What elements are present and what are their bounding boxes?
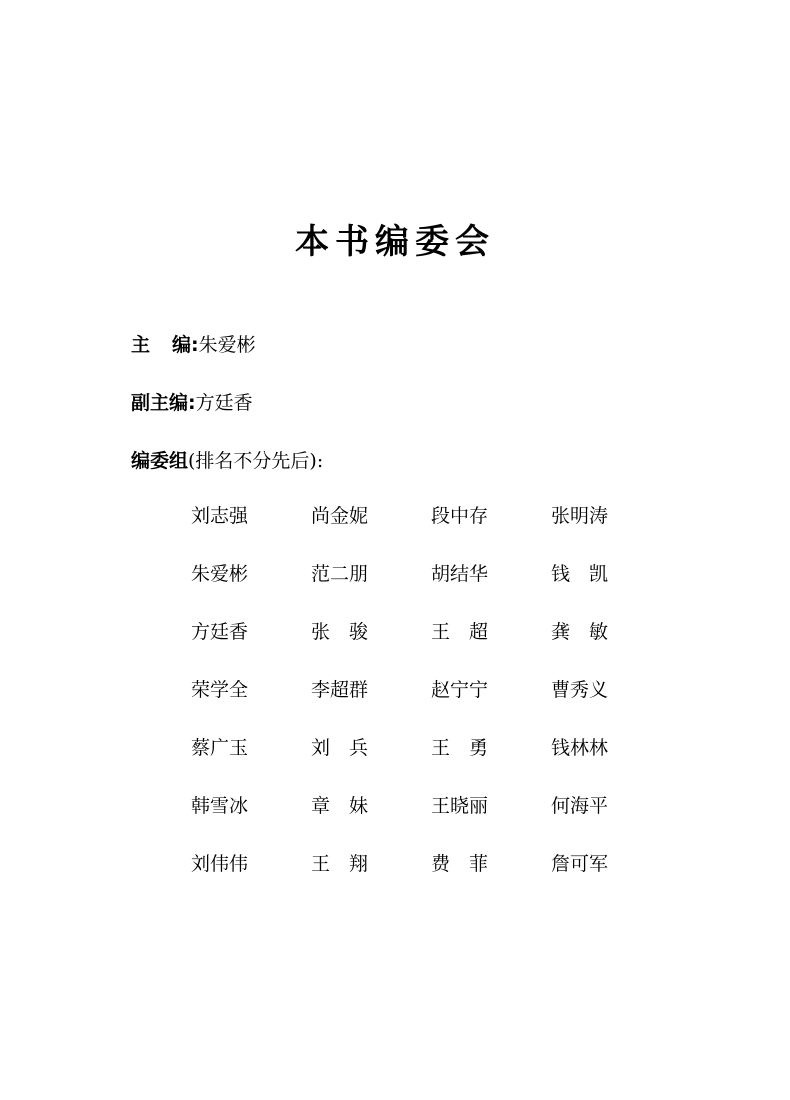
member-name: 蔡广玉: [191, 737, 249, 759]
member-name: 詹可军: [551, 853, 609, 875]
editor-separator: :: [191, 334, 199, 356]
member-name: 张 骏: [311, 621, 369, 643]
member-name: 王 勇: [431, 737, 489, 759]
member-name: 龚 敏: [551, 621, 609, 643]
member-name: 王 超: [431, 621, 489, 643]
member-name: 王 翔: [311, 853, 369, 875]
member-name: 尚金妮: [311, 505, 369, 527]
member-name: 章 妹: [311, 795, 369, 817]
editor-label-char2: 编: [172, 334, 192, 356]
member-name: 胡结华: [431, 563, 489, 585]
member-name: 何海平: [551, 795, 609, 817]
member-row: [191, 504, 671, 562]
editor-label-char1: 主: [131, 334, 151, 356]
editor-name: 朱爱彬: [198, 334, 256, 356]
member-row: [191, 620, 671, 678]
member-name: 方廷香: [191, 621, 249, 643]
member-name: 刘 兵: [311, 737, 369, 759]
member-row: [191, 678, 671, 736]
member-name: 刘志强: [191, 505, 249, 527]
member-name: 王晓丽: [431, 795, 489, 817]
member-name: 韩雪冰: [191, 795, 249, 817]
member-name: 赵宁宁: [431, 679, 489, 701]
committee-line: [131, 449, 323, 473]
deputy-editor-separator: :: [188, 392, 196, 414]
page-title: 本书编委会: [295, 222, 495, 262]
editor-line: [131, 333, 256, 357]
member-name: 李超群: [311, 679, 369, 701]
member-row: [191, 562, 671, 620]
member-name: 刘伟伟: [191, 853, 249, 875]
member-row: [191, 794, 671, 852]
member-row: [191, 852, 671, 910]
member-name: 张明涛: [551, 505, 609, 527]
member-name: 荣学全: [191, 679, 249, 701]
committee-members-grid: [191, 504, 671, 910]
deputy-editor-name: 方廷香: [195, 392, 253, 414]
deputy-editor-label: 副主编: [131, 392, 189, 414]
committee-label: 编委组: [131, 450, 189, 472]
member-name: 朱爱彬: [191, 563, 249, 585]
member-name: 钱 凯: [551, 563, 609, 585]
committee-note: (排名不分先后):: [188, 450, 324, 472]
member-row: [191, 736, 671, 794]
member-name: 钱林林: [551, 737, 609, 759]
member-name: 范二朋: [311, 563, 369, 585]
deputy-editor-line: [131, 391, 253, 415]
member-name: 费 菲: [431, 853, 489, 875]
member-name: 曹秀义: [551, 679, 609, 701]
member-name: 段中存: [431, 505, 489, 527]
